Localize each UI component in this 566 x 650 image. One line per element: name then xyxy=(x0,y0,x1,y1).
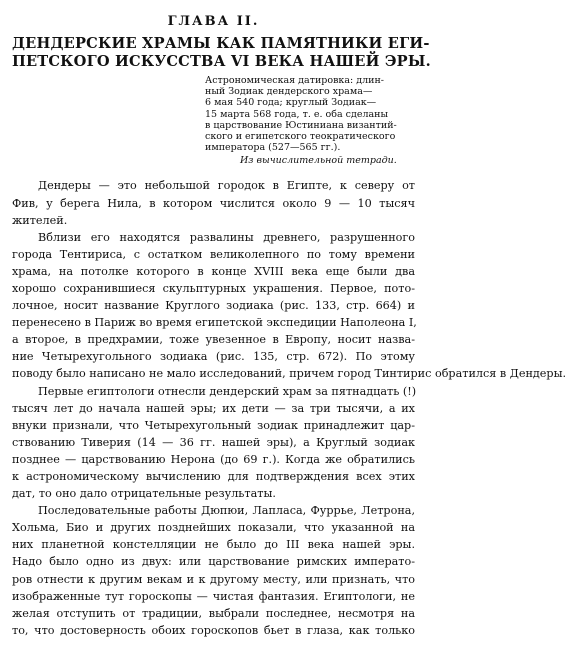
text-line: перенесено в Париж во время египетской экспедиции Наполеона I, xyxy=(12,316,417,330)
text-line: Последовательные работы Дюпюи, Лапласа, Фуррье, Летрона, xyxy=(38,504,415,518)
epigraph-line: 6 мая 540 года; круглый Зодиак— xyxy=(205,97,377,109)
chapter-title-line: ДЕНДЕРСКИЕ ХРАМЫ КАК ПАМЯТНИКИ ЕГИ- xyxy=(12,35,430,52)
text-line: города Тентириса, с остатком великолепного по тому времени xyxy=(12,247,415,261)
epigraph-line: императора (527—565 гг.). xyxy=(205,142,341,154)
text-line: лочное, носит название Круглого зодиака (рис. 133, стр. 664) и xyxy=(12,299,415,313)
text-line: них планетной констелляции не было до III века нашей эры. xyxy=(12,538,415,552)
text-line: позднее — царствованию Нерона (до 69 г.). Когда же обратились xyxy=(12,452,415,466)
text-line: храма, на потолке которого в конце XVIII века еще были два xyxy=(12,264,415,278)
chapter-heading: ГЛАВА II. xyxy=(167,14,260,29)
text-line: внуки признали, что Четырехугольный зодиак принадлежит цар- xyxy=(12,418,415,432)
paragraph xyxy=(12,383,415,503)
text-line: ние Четырехугольного зодиака (рис. 135, стр. 672). По этому xyxy=(12,350,415,364)
text-line: ров отнести к другим векам и к другому месту, или признать, что xyxy=(12,572,415,586)
epigraph xyxy=(205,75,423,153)
text-line: к астрономическому вычислению для подтверждения всех этих xyxy=(12,470,415,484)
paragraph xyxy=(12,502,415,639)
text-line: Хольма, Био и других позднейших показали, что указанной на xyxy=(12,521,415,535)
text-line: желая отступить от традиции, выбрали последнее, несмотря на xyxy=(12,606,415,620)
paragraph xyxy=(12,177,415,228)
text-line: Дендеры — это небольшой городок в Египте, к северу от xyxy=(38,179,415,193)
text-line: хорошо сохранившиеся скульптурных украшения. Первое, пото- xyxy=(12,281,415,295)
text-line: ствованию Тиверия (14 — 36 гг. нашей эры), а Круглый зодиак xyxy=(12,435,415,449)
epigraph-source: Из вычислительной тетради. xyxy=(240,155,397,167)
text-line: Фив, у берега Нила, в котором числится около 9 — 10 тысяч xyxy=(12,196,415,210)
epigraph-line: ского и египетского теократического xyxy=(205,131,396,143)
text-line: поводу было написано не мало исследований, причем город Тинтирис обратился в Дендеры. xyxy=(12,367,566,381)
text-line: жителей. xyxy=(12,213,68,227)
text-line: Вблизи его находятся развалины древнего, разрушенного xyxy=(38,230,415,244)
epigraph-line: ный Зодиак дендерского храма— xyxy=(205,86,373,98)
text-line: изображенные тут гороскопы — чистая фантазия. Египтологи, не xyxy=(12,589,415,603)
text-line: а второе, в предхрамии, тоже увезенное в Европу, носит назва- xyxy=(12,333,415,347)
text-line: Надо было одно из двух: или царствование римских императо- xyxy=(12,555,415,569)
text-line: дат, то оно дало отрицательные результаты. xyxy=(12,487,276,501)
paragraph xyxy=(12,229,566,383)
text-line: тысяч лет до начала нашей эры; их дети — за три тысячи, а их xyxy=(12,401,415,415)
text-line: Первые египтологи отнесли дендерский храм за пятнадцать (!) xyxy=(38,384,417,398)
epigraph-line: Астрономическая датировка: длин- xyxy=(205,75,385,86)
epigraph-line: в царствование Юстиниана византий- xyxy=(205,119,397,131)
epigraph-line: 15 марта 568 года, т. е. оба сделаны xyxy=(205,108,389,120)
chapter-title xyxy=(12,35,431,71)
text-line: то, что достоверность обоих гороскопов бьет в глаза, как только xyxy=(12,623,415,637)
chapter-title-line: ПЕТСКОГО ИСКУССТВА VI ВЕКА НАШЕЙ ЭРЫ. xyxy=(12,53,431,70)
body-text xyxy=(12,177,566,639)
